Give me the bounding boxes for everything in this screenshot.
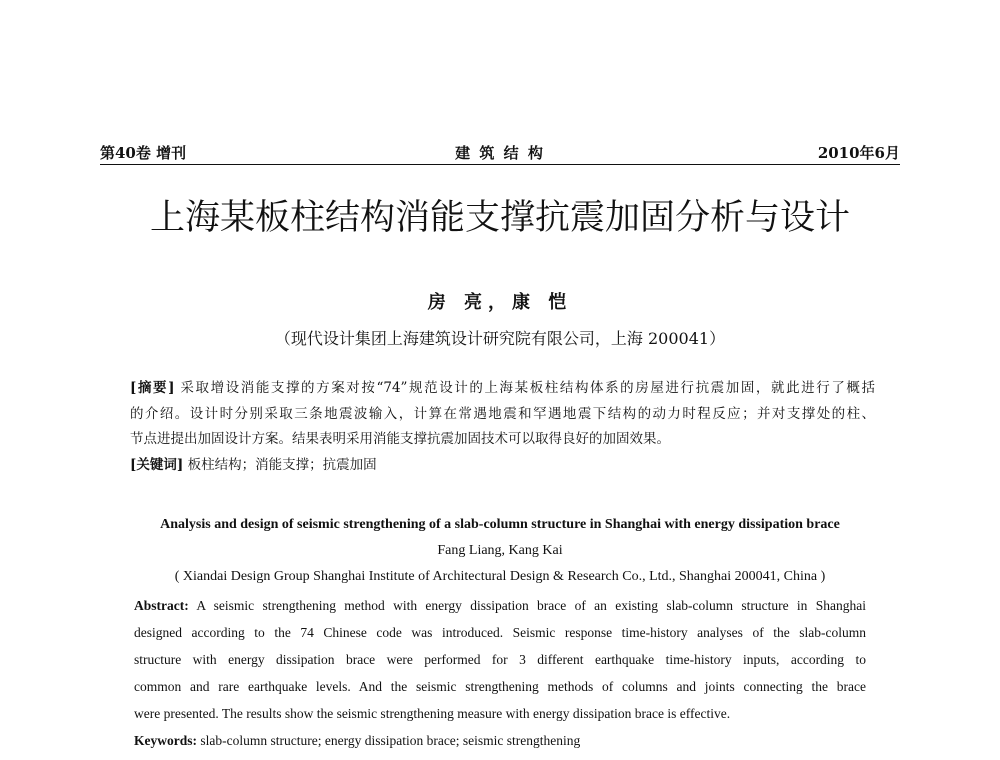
keywords: slab-column structure; energy dissipation brace; seismic strengthening [200, 733, 581, 748]
abstract-line: structure with energy dissipation brace were performed for 3 different earthquake time-history inputs, according to [134, 652, 866, 667]
keywords-label: [关键词] [130, 456, 184, 473]
paper-title: 上海某板柱结构消能支撑抗震加固分析与设计 [149, 198, 850, 238]
english-title: Analysis and design of seismic strengthening of a slab-column structure in Shanghai with energy dissipation brace [160, 517, 840, 532]
paper-authors: 房 亮，康 恺 [427, 292, 573, 313]
keywords-line [130, 453, 875, 479]
keywords-label: Keywords: [134, 733, 197, 748]
abstract-line: common and rare earthquake levels. And the seismic strengthening methods of columns and joints connecting the brace [134, 679, 866, 694]
abstract-line: were presented. The results show the seismic strengthening measure with energy dissipation brace is effective. [134, 706, 731, 721]
keywords-line [134, 727, 866, 754]
abstract-label: [摘要] [130, 380, 175, 396]
english-abstract [134, 592, 866, 754]
abstract-label: Abstract: [134, 598, 189, 613]
keywords: 板柱结构；消能支撑；抗震加固 [187, 456, 377, 473]
volume-issue: 第40卷 增刊 [100, 144, 187, 162]
chinese-abstract [130, 376, 875, 478]
paper-affiliation: （现代设计集团上海建筑设计研究院有限公司，上海 200041） [274, 329, 726, 348]
english-affiliation: ( Xiandai Design Group Shanghai Institute of Architectural Design & Research Co., Ltd., Shanghai 200041, China ) [174, 569, 826, 584]
abstract-line: Abstract: A seismic strengthening method with energy dissipation brace of an existing slab-column structure in Shanghai [134, 598, 866, 613]
abstract-line: [摘要] 采取增设消能支撑的方案对按“74”规范设计的上海某板柱结构体系的房屋进行抗震加固，就此进行了概括 [130, 380, 875, 396]
journal-name: 建 筑 结 构 [455, 144, 545, 162]
abstract-line: 的介绍。设计时分别采取三条地震波输入，计算在常遇地震和罕遇地震下结构的动力时程反应；并对支撑处的柱、 [130, 405, 875, 422]
running-header [100, 140, 900, 165]
abstract-line: 节点进提出加固设计方案。结果表明采用消能支撑抗震加固技术可以取得良好的加固效果。 [130, 431, 670, 447]
abstract-line: designed according to the 74 Chinese code was introduced. Seismic response time-history analyses of the slab-column [134, 625, 866, 640]
english-authors: Fang Liang, Kang Kai [437, 543, 563, 558]
issue-date: 2010年6月 [817, 144, 900, 162]
